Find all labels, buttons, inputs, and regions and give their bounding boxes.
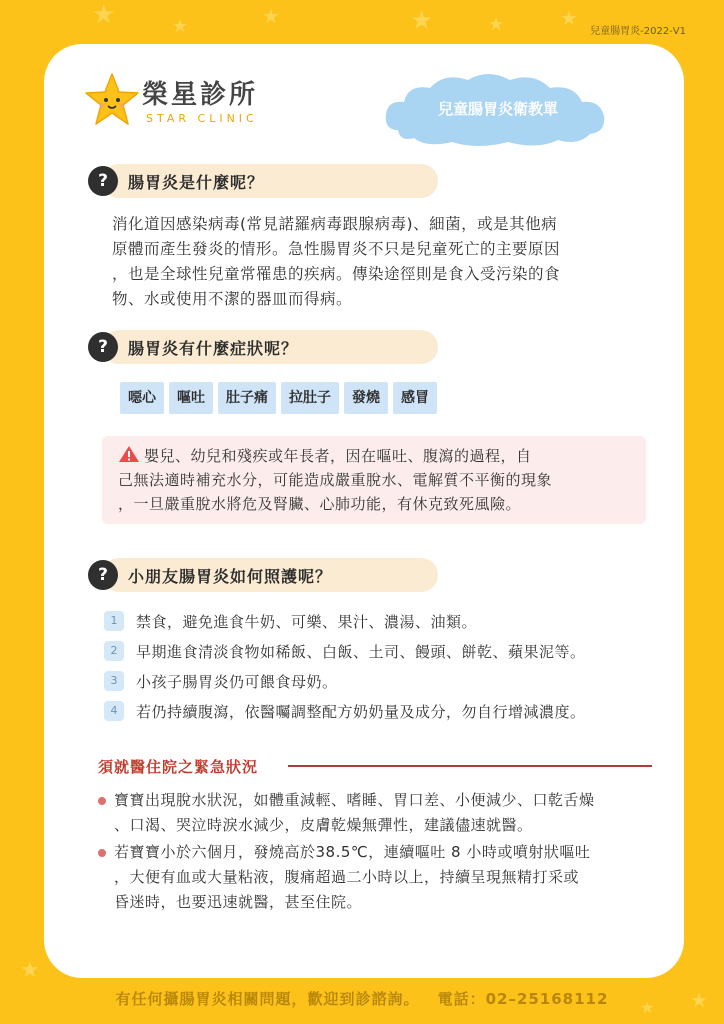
background-star-icon: ★	[172, 16, 189, 37]
question-icon: ?	[88, 166, 118, 196]
care-text: 若仍持續腹瀉，依醫囑調整配方奶奶量及成分，勿自行增減濃度。	[136, 703, 586, 721]
symptom-tag: 感冒	[393, 382, 437, 414]
list-item	[104, 609, 664, 639]
list-item	[104, 699, 664, 729]
emergency-header	[98, 756, 652, 780]
background-star-icon: ★	[262, 4, 280, 28]
clinic-name-chinese: 榮星診所	[142, 80, 259, 110]
document-code: 兒童腸胃炎-2022-V1	[590, 26, 686, 37]
symptom-tag: 肚子痛	[218, 382, 276, 414]
dehydration-warning-box	[102, 436, 646, 524]
footer-message: 有任何攝腸胃炎相關問題，歡迎到診諮詢。	[115, 990, 420, 1008]
warning-line: 嬰兒、幼兒和殘疾或年長者，因在嘔吐、腹瀉的過程，自	[144, 447, 532, 465]
background-star-icon: ★	[92, 0, 116, 30]
paragraph-line: 消化道因感染病毒(常見諾羅病毒跟腺病毒)、細菌，或是其他病	[112, 215, 558, 233]
background-star-icon: ★	[488, 14, 505, 35]
section-title: 腸胃炎有什麼症狀呢？	[128, 339, 299, 358]
clinic-logo	[84, 72, 284, 132]
clinic-name-english: STAR CLINIC	[146, 112, 258, 125]
emergency-line: 寶寶出現脫水狀況，如體重減輕、嗜睡、胃口差、小便減少、口乾舌燥	[114, 791, 595, 809]
section-title: 小朋友腸胃炎如何照護呢？	[128, 567, 333, 586]
emergency-title: 須就醫住院之緊急狀況	[98, 756, 268, 777]
warning-line: ，一旦嚴重脫水將危及腎臟、心肺功能，有休克致死風險。	[118, 495, 522, 513]
warning-text	[118, 444, 638, 516]
symptom-tags	[120, 382, 442, 414]
paragraph-line: 原體而產生發炎的情形。急性腸胃炎不只是兒童死亡的主要原因	[112, 240, 561, 258]
definition-paragraph	[112, 212, 652, 312]
footer	[0, 988, 724, 1012]
list-item	[104, 639, 664, 669]
number-badge: 3	[104, 671, 124, 691]
emergency-line: ，大便有血或大量粘液，腹痛超過二小時以上，持續呈現無精打采或	[114, 868, 580, 886]
section-header-what-is	[88, 164, 438, 198]
section-title: 腸胃炎是什麼呢？	[128, 173, 265, 192]
bullet-icon	[98, 797, 106, 805]
warning-line: 己無法適時補充水分，可能造成嚴重脫水、電解質不平衡的現象	[118, 471, 553, 489]
care-text: 禁食，避免進食牛奶、可樂、果汁、濃湯、油類。	[136, 613, 478, 631]
symptom-tag: 發燒	[344, 382, 388, 414]
background-star-icon: ★	[20, 958, 40, 983]
footer-phone: 電話：02–25168112	[437, 990, 609, 1008]
emergency-line: 昏迷時，也要迅速就醫，甚至住院。	[114, 893, 363, 911]
background-star-icon: ★	[640, 998, 655, 1017]
care-list	[104, 609, 664, 729]
title-cloud-badge	[378, 50, 638, 160]
question-icon: ?	[88, 332, 118, 362]
background-star-icon: ★	[560, 6, 578, 30]
care-text: 早期進食清淡食物如稀飯、白飯、土司、饅頭、餅乾、蘋果泥等。	[136, 643, 586, 661]
bullet-icon	[98, 849, 106, 857]
emergency-line: 若寶寶小於六個月，發燒高於38.5℃，連續嘔吐 8 小時或噴射狀嘔吐	[114, 843, 591, 861]
symptom-tag: 嘔吐	[169, 382, 213, 414]
divider	[288, 765, 652, 767]
list-item	[104, 669, 664, 699]
symptom-tag: 拉肚子	[281, 382, 339, 414]
section-header-symptoms	[88, 330, 438, 364]
background-star-icon: ★	[410, 6, 434, 36]
paragraph-line: 物、水或使用不潔的器皿而得病。	[112, 290, 353, 308]
care-text: 小孩子腸胃炎仍可餵食母奶。	[136, 673, 338, 691]
handout-card	[44, 44, 684, 978]
emergency-list	[98, 788, 658, 917]
list-item	[98, 788, 658, 838]
number-badge: 1	[104, 611, 124, 631]
number-badge: 2	[104, 641, 124, 661]
star-mascot-icon	[84, 72, 140, 128]
list-item	[98, 840, 658, 915]
question-icon: ?	[88, 560, 118, 590]
warning-icon	[118, 445, 140, 463]
number-badge: 4	[104, 701, 124, 721]
symptom-tag: 噁心	[120, 382, 164, 414]
background-star-icon: ★	[690, 988, 708, 1012]
paragraph-line: ，也是全球性兒童常罹患的疾病。傳染途徑則是食入受污染的食	[112, 265, 561, 283]
emergency-line: 、口渴、哭泣時淚水減少，皮膚乾燥無彈性，建議儘速就醫。	[114, 816, 533, 834]
section-header-care	[88, 558, 438, 592]
handout-title: 兒童腸胃炎衛教單	[437, 100, 558, 118]
